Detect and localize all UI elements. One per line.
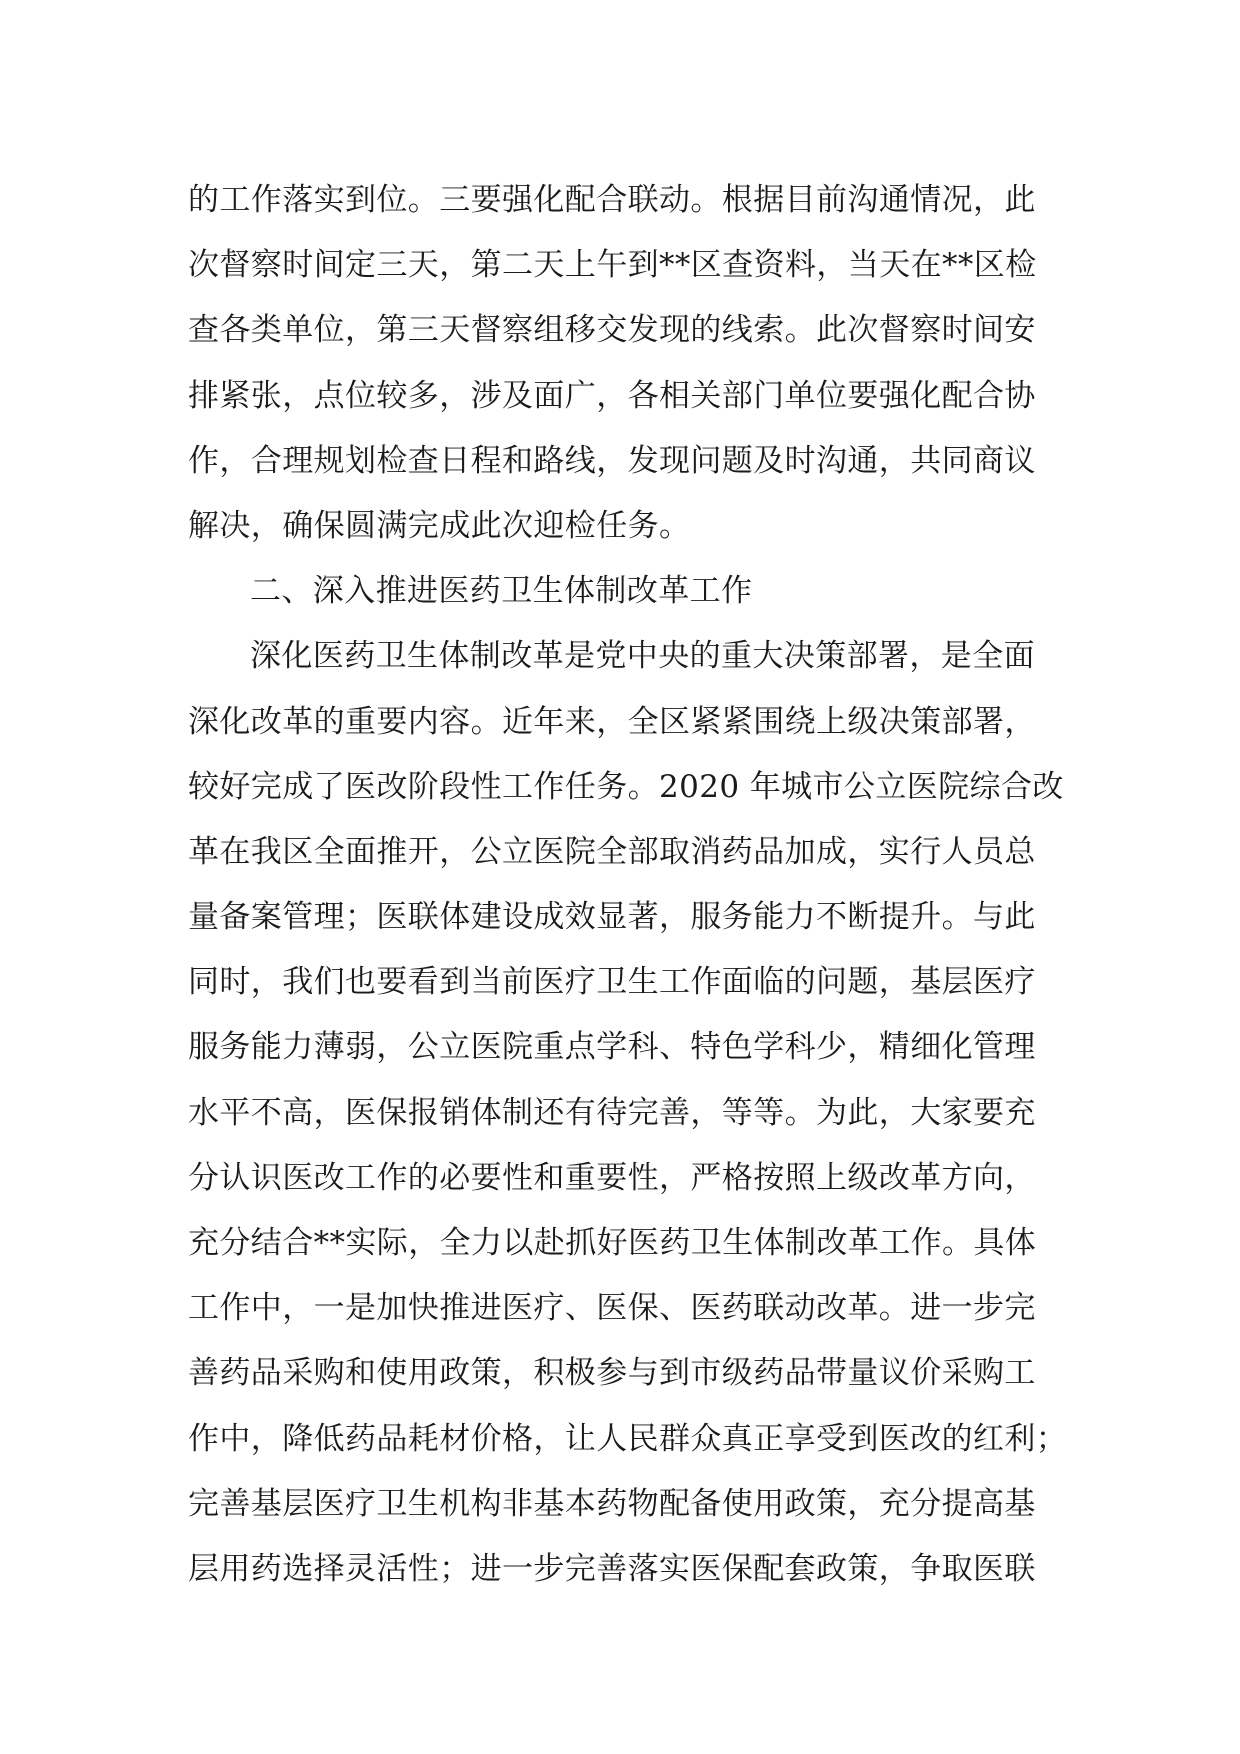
section-heading: 二、深入推进医药卫生体制改革工作 <box>250 573 753 610</box>
text-line: 工作中，一是加快推进医疗、医保、医药联动改革。进一步完 <box>188 1290 1036 1327</box>
text-line: 作，合理规划检查日程和路线，发现问题及时沟通，共同商议 <box>188 442 1036 479</box>
text-line: 次督察时间定三天，第二天上午到**区查资料，当天在**区检 <box>188 247 1037 284</box>
text-line: 水平不高，医保报销体制还有待完善，等等。为此，大家要充 <box>188 1094 1036 1131</box>
text-line: 层用药选择灵活性；进一步完善落实医保配套政策，争取医联 <box>188 1550 1036 1587</box>
text-line: 同时，我们也要看到当前医疗卫生工作面临的问题，基层医疗 <box>188 964 1036 1001</box>
text-line: 完善基层医疗卫生机构非基本药物配备使用政策，充分提高基 <box>188 1485 1036 1522</box>
text-line: 革在我区全面推开，公立医院全部取消药品加成，实行人员总 <box>188 833 1036 870</box>
text-line: 服务能力薄弱，公立医院重点学科、特色学科少，精细化管理 <box>188 1029 1036 1066</box>
body-text <box>188 168 1088 1602</box>
text-line: 深化改革的重要内容。近年来，全区紧紧围绕上级决策部署， <box>188 703 1036 740</box>
text-line: 作中，降低药品耗材价格，让人民群众真正享受到医改的红利； <box>188 1420 1068 1457</box>
text-line: 量备案管理；医联体建设成效显著，服务能力不断提升。与此 <box>188 899 1036 936</box>
text-line: 充分结合**实际，全力以赴抓好医药卫生体制改革工作。具体 <box>188 1225 1037 1261</box>
text-line: 解决，确保圆满完成此次迎检任务。 <box>188 507 691 544</box>
text-line: 查各类单位，第三天督察组移交发现的线索。此次督察时间安 <box>188 312 1036 349</box>
text-line: 的工作落实到位。三要强化配合联动。根据目前沟通情况，此 <box>188 182 1036 218</box>
paragraph-first-line: 深化医药卫生体制改革是党中央的重大决策部署，是全面 <box>250 638 1035 675</box>
text-line: 较好完成了医改阶段性工作任务。2020 年城市公立医院综合改 <box>188 768 1064 805</box>
text-line: 分认识医改工作的必要性和重要性，严格按照上级改革方向， <box>188 1159 1036 1196</box>
text-line: 排紧张，点位较多，涉及面广，各相关部门单位要强化配合协 <box>188 377 1036 414</box>
text-line: 善药品采购和使用政策，积极参与到市级药品带量议价采购工 <box>188 1355 1036 1392</box>
